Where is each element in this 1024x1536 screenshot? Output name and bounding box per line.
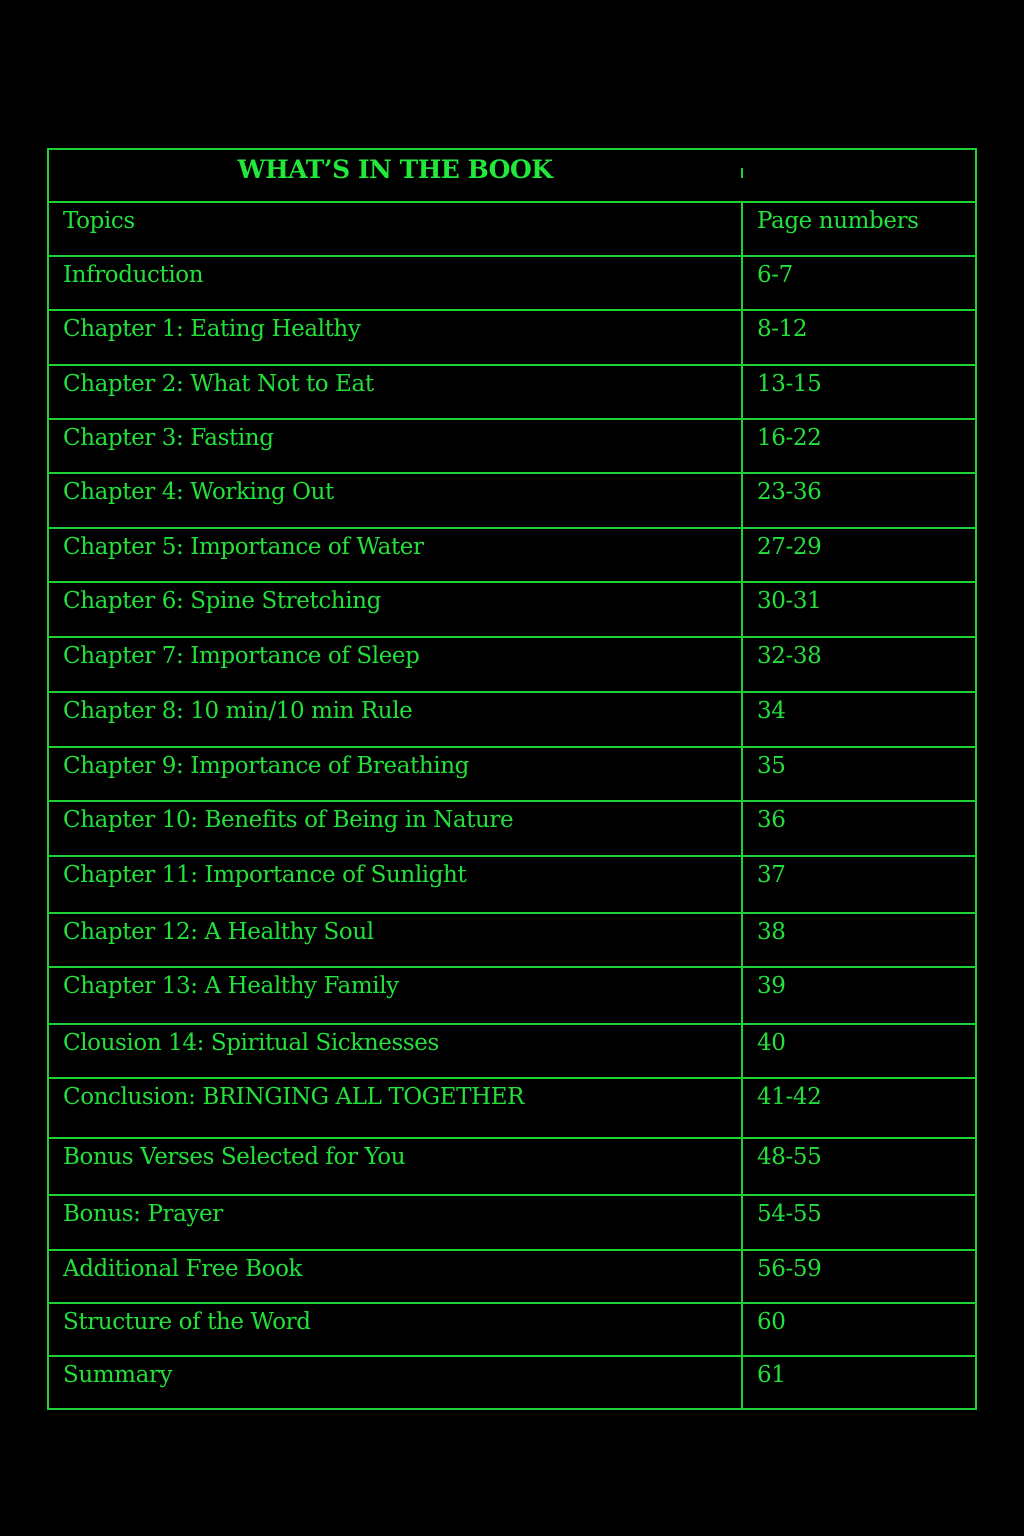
topic-cell: Additional Free Book	[63, 1256, 303, 1282]
topic-cell: Chapter 3: Fasting	[63, 425, 274, 451]
topic-cell: Summary	[63, 1362, 173, 1388]
row-divider	[49, 1137, 975, 1139]
page-number-cell: 30-31	[757, 588, 822, 614]
row-divider	[49, 746, 975, 748]
row-divider	[49, 636, 975, 638]
row-divider	[49, 472, 975, 474]
page-number-cell: 60	[757, 1309, 786, 1335]
page-number-cell: 23-36	[757, 479, 822, 505]
page-number-cell: 36	[757, 807, 786, 833]
page-number-cell: 41-42	[757, 1084, 822, 1110]
row-divider	[49, 1194, 975, 1196]
page-number-cell: 54-55	[757, 1201, 822, 1227]
page-number-cell: 35	[757, 753, 786, 779]
topic-cell: Chapter 12: A Healthy Soul	[63, 919, 374, 945]
row-divider	[49, 581, 975, 583]
topic-cell: Chapter 2: What Not to Eat	[63, 371, 374, 397]
table-of-contents	[47, 148, 977, 1410]
row-divider	[49, 1249, 975, 1251]
row-divider	[49, 309, 975, 311]
row-divider	[49, 1023, 975, 1025]
page-number-cell: 48-55	[757, 1144, 822, 1170]
column-divider	[741, 202, 743, 1408]
row-divider	[49, 255, 975, 257]
topic-cell: Chapter 11: Importance of Sunlight	[63, 862, 467, 888]
table-title: WHAT’S IN THE BOOK	[237, 155, 553, 184]
row-divider	[49, 855, 975, 857]
topic-cell: Infroduction	[63, 262, 204, 288]
page-number-cell: 6-7	[757, 262, 793, 288]
page-number-cell: 32-38	[757, 643, 822, 669]
topic-cell: Chapter 6: Spine Stretching	[63, 588, 381, 614]
page-number-cell: 8-12	[757, 316, 808, 342]
topic-cell: Clousion 14: Spiritual Sicknesses	[63, 1030, 439, 1056]
topic-cell: Chapter 8: 10 min/10 min Rule	[63, 698, 413, 724]
topic-cell: Chapter 5: Importance of Water	[63, 534, 424, 560]
header-topics: Topics	[63, 208, 135, 234]
page-number-cell: 38	[757, 919, 786, 945]
page-number-cell: 39	[757, 973, 786, 999]
topic-cell: Bonus: Prayer	[63, 1201, 223, 1227]
topic-cell: Conclusion: BRINGING ALL TOGETHER	[63, 1084, 525, 1110]
row-divider	[49, 966, 975, 968]
topic-cell: Structure of the Word	[63, 1309, 311, 1335]
topic-cell: Bonus Verses Selected for You	[63, 1144, 406, 1170]
row-divider	[49, 527, 975, 529]
page-number-cell: 37	[757, 862, 786, 888]
topic-cell: Chapter 1: Eating Healthy	[63, 316, 361, 342]
row-divider	[49, 1355, 975, 1357]
page-number-cell: 16-22	[757, 425, 822, 451]
page-number-cell: 56-59	[757, 1256, 822, 1282]
topic-cell: Chapter 7: Importance of Sleep	[63, 643, 420, 669]
page-number-cell: 27-29	[757, 534, 822, 560]
row-divider	[49, 912, 975, 914]
row-divider	[49, 800, 975, 802]
title-divider-mark	[741, 168, 743, 178]
topic-cell: Chapter 9: Importance of Breathing	[63, 753, 469, 779]
row-divider	[49, 201, 975, 203]
page-number-cell: 34	[757, 698, 786, 724]
topic-cell: Chapter 10: Benefits of Being in Nature	[63, 807, 514, 833]
page-number-cell: 61	[757, 1362, 786, 1388]
topic-cell: Chapter 13: A Healthy Family	[63, 973, 399, 999]
header-pages: Page numbers	[757, 208, 919, 234]
topic-cell: Chapter 4: Working Out	[63, 479, 334, 505]
page-number-cell: 13-15	[757, 371, 822, 397]
page-number-cell: 40	[757, 1030, 786, 1056]
row-divider	[49, 1077, 975, 1079]
row-divider	[49, 1302, 975, 1304]
row-divider	[49, 418, 975, 420]
row-divider	[49, 364, 975, 366]
row-divider	[49, 691, 975, 693]
